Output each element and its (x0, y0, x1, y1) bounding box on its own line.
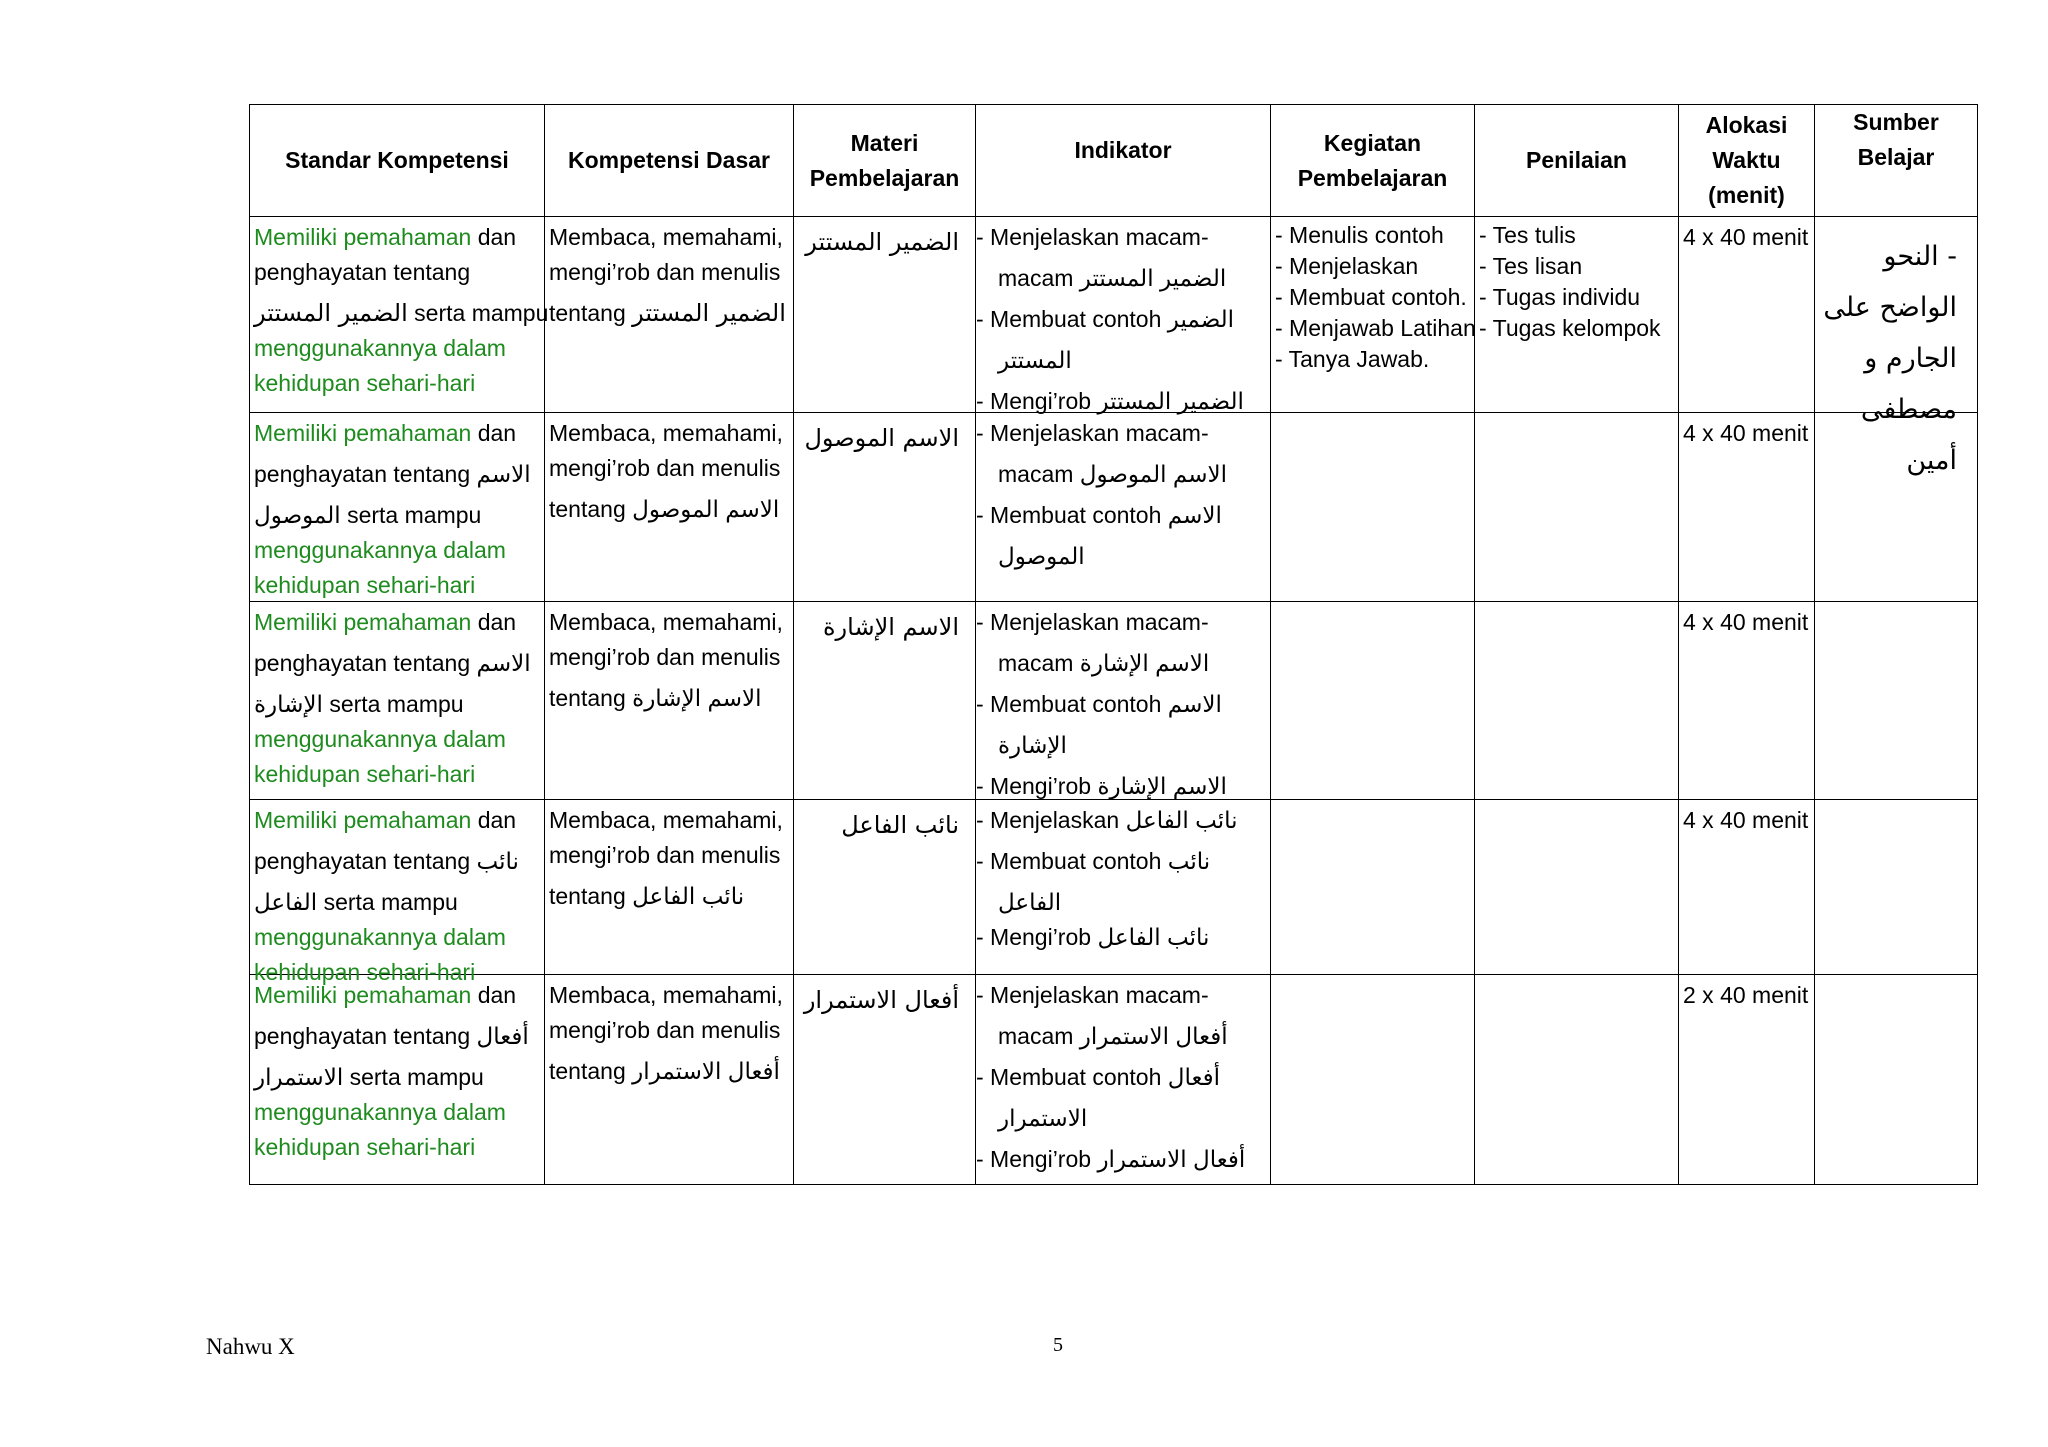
header-kegiatan-pembelajaran: Kegiatan Pembelajaran (1271, 105, 1475, 217)
materi-cell: الضمير المستتر (794, 217, 976, 413)
kompetensi-dasar-cell: Membaca, memahami, mengi’rob dan menulis tentang الاسم الموصول (545, 413, 794, 602)
materi-cell: نائب الفاعل (794, 800, 976, 975)
standar-kompetensi-cell: Memiliki pemahaman dan penghayatan tentang أفعال الاستمرار serta mampu menggunakannya dalam kehidupan sehari-hari (250, 975, 545, 1185)
standar-kompetensi-cell: Memiliki pemahaman dan penghayatan tentang الضمير المستتر serta mampu menggunakannya dalam kehidupan sehari-hari (250, 217, 545, 413)
kegiatan-cell-empty (1271, 975, 1475, 1185)
kegiatan-cell: - Menulis contoh - Menjelaskan - Membuat contoh. - Menjawab Latihan - Tanya Jawab. (1271, 217, 1475, 413)
table-row (250, 602, 1978, 800)
penilaian-cell-empty (1475, 413, 1679, 602)
materi-cell: الاسم الإشارة (794, 602, 976, 800)
table-row (250, 217, 1978, 413)
kegiatan-cell-empty (1271, 800, 1475, 975)
kompetensi-dasar-cell: Membaca, memahami, mengi’rob dan menulis tentang الاسم الإشارة (545, 602, 794, 800)
indikator-cell: - Menjelaskan نائب الفاعل - Membuat contoh نائب الفاعل - Mengi’rob نائب الفاعل (976, 800, 1271, 975)
standar-kompetensi-cell: Memiliki pemahaman dan penghayatan tentang الاسم الإشارة serta mampu menggunakannya dalam kehidupan sehari-hari (250, 602, 545, 800)
indikator-cell: - Menjelaskan macam- macam الاسم الإشارة - Membuat contoh الاسم الإشارة - Mengi’rob الاسم الإشارة (976, 602, 1271, 800)
header-indikator: Indikator (976, 105, 1271, 217)
table-row (250, 975, 1978, 1185)
kompetensi-dasar-cell: Membaca, memahami, mengi’rob dan menulis tentang الضمير المستتر (545, 217, 794, 413)
header-standar-kompetensi: Standar Kompetensi (250, 105, 545, 217)
competency-table-sheet (249, 104, 1977, 1185)
alokasi-waktu-cell: 2 x 40 menit (1679, 975, 1815, 1185)
header-penilaian: Penilaian (1475, 105, 1679, 217)
standar-kompetensi-cell: Memiliki pemahaman dan penghayatan tentang الاسم الموصول serta mampu menggunakannya dalam kehidupan sehari-hari (250, 413, 545, 602)
alokasi-waktu-cell: 4 x 40 menit (1679, 217, 1815, 413)
footer-title: Nahwu X (206, 1334, 295, 1359)
indikator-cell: - Menjelaskan macam- macam الاسم الموصول - Membuat contoh الاسم الموصول (976, 413, 1271, 602)
penilaian-cell-empty (1475, 975, 1679, 1185)
alokasi-waktu-cell: 4 x 40 menit (1679, 602, 1815, 800)
standar-kompetensi-cell: Memiliki pemahaman dan penghayatan tentang نائب الفاعل serta mampu menggunakannya dalam kehidupan sehari-hari (250, 800, 545, 975)
header-sumber-belajar: Sumber Belajar (1815, 105, 1978, 217)
penilaian-cell-empty (1475, 602, 1679, 800)
sumber-belajar-cell-empty (1815, 800, 1978, 975)
sumber-belajar-cell-empty (1815, 975, 1978, 1185)
header-alokasi-waktu: Alokasi Waktu (menit) (1679, 105, 1815, 217)
materi-cell: الاسم الموصول (794, 413, 976, 602)
kompetensi-dasar-cell: Membaca, memahami, mengi’rob dan menulis tentang نائب الفاعل (545, 800, 794, 975)
kegiatan-cell-empty (1271, 413, 1475, 602)
header-kompetensi-dasar: Kompetensi Dasar (545, 105, 794, 217)
indikator-cell: - Menjelaskan macam- macam الضمير المستتر - Membuat contoh الضمير المستتر - Mengi’rob الضمير المستتر (976, 217, 1271, 413)
indikator-cell: - Menjelaskan macam- macam أفعال الاستمرار - Membuat contoh أفعال الاستمرار - Mengi’rob أفعال الاستمرار (976, 975, 1271, 1185)
materi-cell: أفعال الاستمرار (794, 975, 976, 1185)
table-row (250, 413, 1978, 602)
penilaian-cell-empty (1475, 800, 1679, 975)
sumber-belajar-cell-empty (1815, 602, 1978, 800)
alokasi-waktu-cell: 4 x 40 menit (1679, 413, 1815, 602)
penilaian-cell: - Tes tulis - Tes lisan - Tugas individu - Tugas kelompok (1475, 217, 1679, 413)
table-header-row (250, 105, 1978, 217)
kegiatan-cell-empty (1271, 602, 1475, 800)
header-materi-pembelajaran: Materi Pembelajaran (794, 105, 976, 217)
page-number: 5 (1053, 1334, 1063, 1356)
alokasi-waktu-cell: 4 x 40 menit (1679, 800, 1815, 975)
kompetensi-dasar-cell: Membaca, memahami, mengi’rob dan menulis tentang أفعال الاستمرار (545, 975, 794, 1185)
sumber-belajar-cell: - النحو الواضح على الجارم و مصطفى أمين (1815, 217, 1978, 413)
competency-table (249, 104, 1978, 1185)
table-row (250, 800, 1978, 975)
